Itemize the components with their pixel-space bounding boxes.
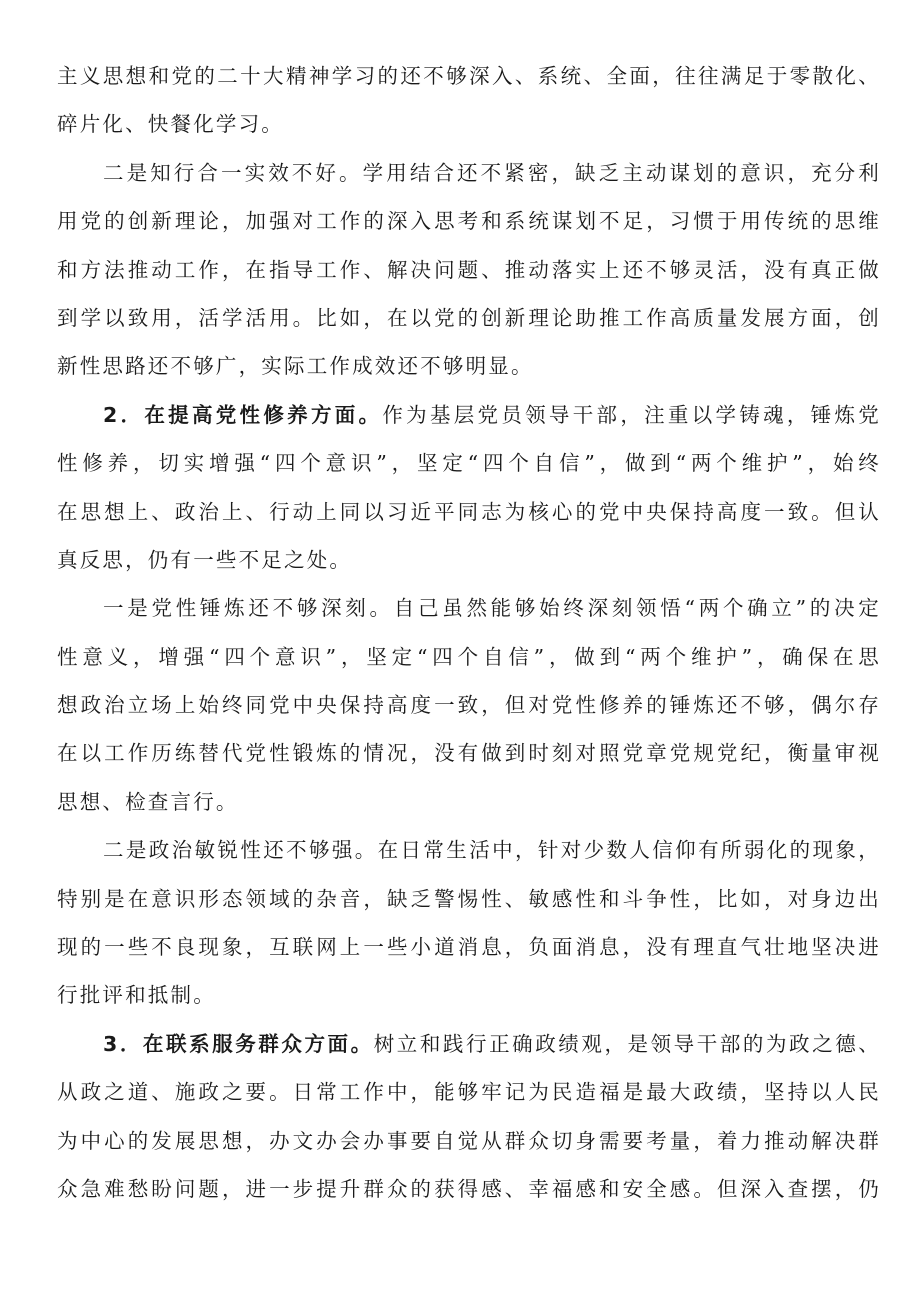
paragraph-start: 二是政治敏锐性还不够强。在日常生活中，针对少数人信仰有所弱化的现象， [103,838,881,863]
text-line: 到学以致用，活学活用。比如，在以党的创新理论助推工作高质量发展方面，创 [57,305,881,330]
text-line: 和方法推动工作，在指导工作、解决问题、推动落实上还不够灵活，没有真正做 [57,257,881,282]
text-line: 用党的创新理论，加强对工作的深入思考和系统谋划不足，习惯于用传统的思维 [57,209,881,234]
paragraph-start: 一是党性锤炼还不够深刻。自己虽然能够始终深刻领悟“两个确立”的决定 [103,596,881,621]
text-line: 现的一些不良现象，互联网上一些小道消息，负面消息，没有理直气壮地坚决进 [57,935,881,960]
section-heading-2-title: 2．在提高党性修养方面。 [103,402,383,427]
text-line: 主义思想和党的二十大精神学习的还不够深入、系统、全面，往往满足于零散化、 [57,64,881,88]
text-line: 想政治立场上始终同党中央保持高度一致，但对党性修养的锤炼还不够，偶尔存 [57,693,881,718]
section-heading-3-title: 3．在联系服务群众方面。 [103,1031,374,1056]
section-heading-3 [57,1020,881,1068]
paragraph-start: 二是知行合一实效不好。学用结合还不紧密，缺乏主动谋划的意识，充分利 [103,160,881,185]
text-line: 真反思，仍有一些不足之处。 [57,547,353,572]
section-heading-2-text: 作为基层党员领导干部，注重以学铸魂，锤炼党 [382,402,881,427]
section-heading-3-text: 树立和践行正确政绩观，是领导干部的为政之德、 [373,1031,881,1056]
text-line: 性意义，增强“四个意识”，坚定“四个自信”，做到“两个维护”，确保在思 [57,644,881,669]
text-line: 性修养，切实增强“四个意识”，坚定“四个自信”，做到“两个维护”，始终 [57,451,881,476]
text-line: 特别是在意识形态领域的杂音，缺乏警惕性、敏感性和斗争性，比如，对身边出 [57,886,881,911]
text-line: 在思想上、政治上、行动上同以习近平同志为核心的党中央保持高度一致。但认 [57,499,881,524]
section-heading-2 [57,391,881,439]
text-line: 从政之道、施政之要。日常工作中，能够牢记为民造福是最大政绩，坚持以人民 [57,1080,881,1105]
text-line: 众急难愁盼问题，进一步提升群众的获得感、幸福感和安全感。但深入查摆，仍 [57,1176,881,1201]
text-line: 碎片化、快餐化学习。 [57,112,284,137]
text-line: 思想、检查言行。 [57,789,239,814]
text-line: 行批评和抵制。 [57,983,216,1008]
document-page [57,52,881,1213]
text-line: 为中心的发展思想，办文办会办事要自觉从群众切身需要考量，着力推动解决群 [57,1128,881,1153]
text-line: 在以工作历练替代党性锻炼的情况，没有做到时刻对照党章党规党纪，衡量审视 [57,741,881,766]
text-line: 新性思路还不够广，实际工作成效还不够明显。 [57,354,534,379]
